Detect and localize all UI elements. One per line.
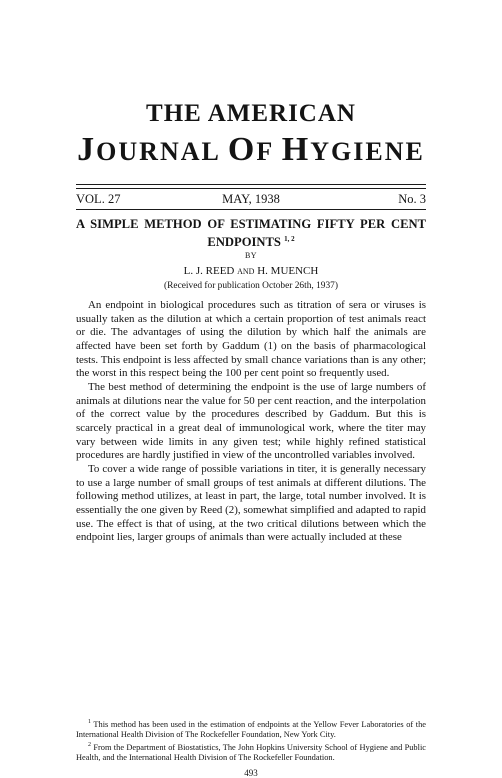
article-title-endpoints: ENDPOINTS xyxy=(207,235,281,249)
author-2: H. MUENCH xyxy=(257,265,319,277)
footnote-text: This method has been used in the estimation of endpoints at the Yellow Fever Laboratories of the International Health Division of The Rockefeller Foundation, New York City. xyxy=(76,719,426,740)
footnote xyxy=(76,717,426,740)
issue-volume: VOL. 27 xyxy=(76,192,121,206)
author-1: L. J. REED xyxy=(183,265,235,277)
body-paragraph: To cover a wide range of possible variations in titer, it is generally necessary to use a large number of small groups of test animals at different dilutions. The following method utilizes, at least in part, the large, total number involved. It is essentially the one given by Reed (2), somewhat simplified and adapted to rapid use. The effect is that of using, at the two critical dilutions between which the endpoint lies, larger groups of animals than were actually included at these xyxy=(76,462,426,544)
footnotes xyxy=(76,717,426,764)
body-paragraph: The best method of determining the endpoint is the use of large numbers of animals at dilutions near the value for 50 per cent reaction, and the interpolation of the correct value by the procedures described by Gaddum. But this is scarcely practical in a great deal of immunological work, where the titer may vary between wide limits in any given test; while highly refined statistical procedures are hardly justified in view of the uncontrolled variables involved. xyxy=(76,380,426,462)
header-rule-top-inner xyxy=(76,188,426,189)
footnote xyxy=(76,740,426,763)
body-paragraph: An endpoint in biological procedures such as titration of sera or viruses is usually taken as the dilution at which a certain proportion of test animals react or die. The advantages of using the dilution by which half the animals are affected have been set forth by Gaddum (1) on the basis of pharmacological tests. This endpoint is less affected by small chance variations than is any other; the worst in this respect being the 100 per cent point so frequently used. xyxy=(76,299,426,380)
article-title xyxy=(76,217,426,250)
byline-by: BY xyxy=(244,251,258,260)
footnote-text: From the Department of Biostatistics, The John Hopkins University School of Hygiene and Public Health, and the International Health Division of The Rockefeller Foundation. xyxy=(76,743,426,763)
footnote-mark: 1 xyxy=(88,719,91,725)
header-rule-top xyxy=(76,184,426,185)
header-rule-bottom xyxy=(76,209,426,210)
authors xyxy=(0,264,502,279)
author-and: AND xyxy=(237,267,255,276)
article-title-line2 xyxy=(76,232,426,250)
journal-title-line2: JOURNAL OF HYGIENE xyxy=(77,131,425,168)
article-body xyxy=(76,299,426,545)
article-title-line1: A SIMPLE METHOD OF ESTIMATING FIFTY PER CENT xyxy=(76,217,426,231)
issue-number: No. 3 xyxy=(398,192,426,206)
page-number: 493 xyxy=(244,768,258,778)
title-footnote-marks: 1, 2 xyxy=(284,235,295,243)
footnote-mark: 2 xyxy=(88,742,91,749)
journal-title-line1: THE AMERICAN xyxy=(146,100,356,127)
issue-date: MAY, 1938 xyxy=(222,192,280,206)
received-date: (Received for publication October 26th, 1937) xyxy=(164,281,338,291)
